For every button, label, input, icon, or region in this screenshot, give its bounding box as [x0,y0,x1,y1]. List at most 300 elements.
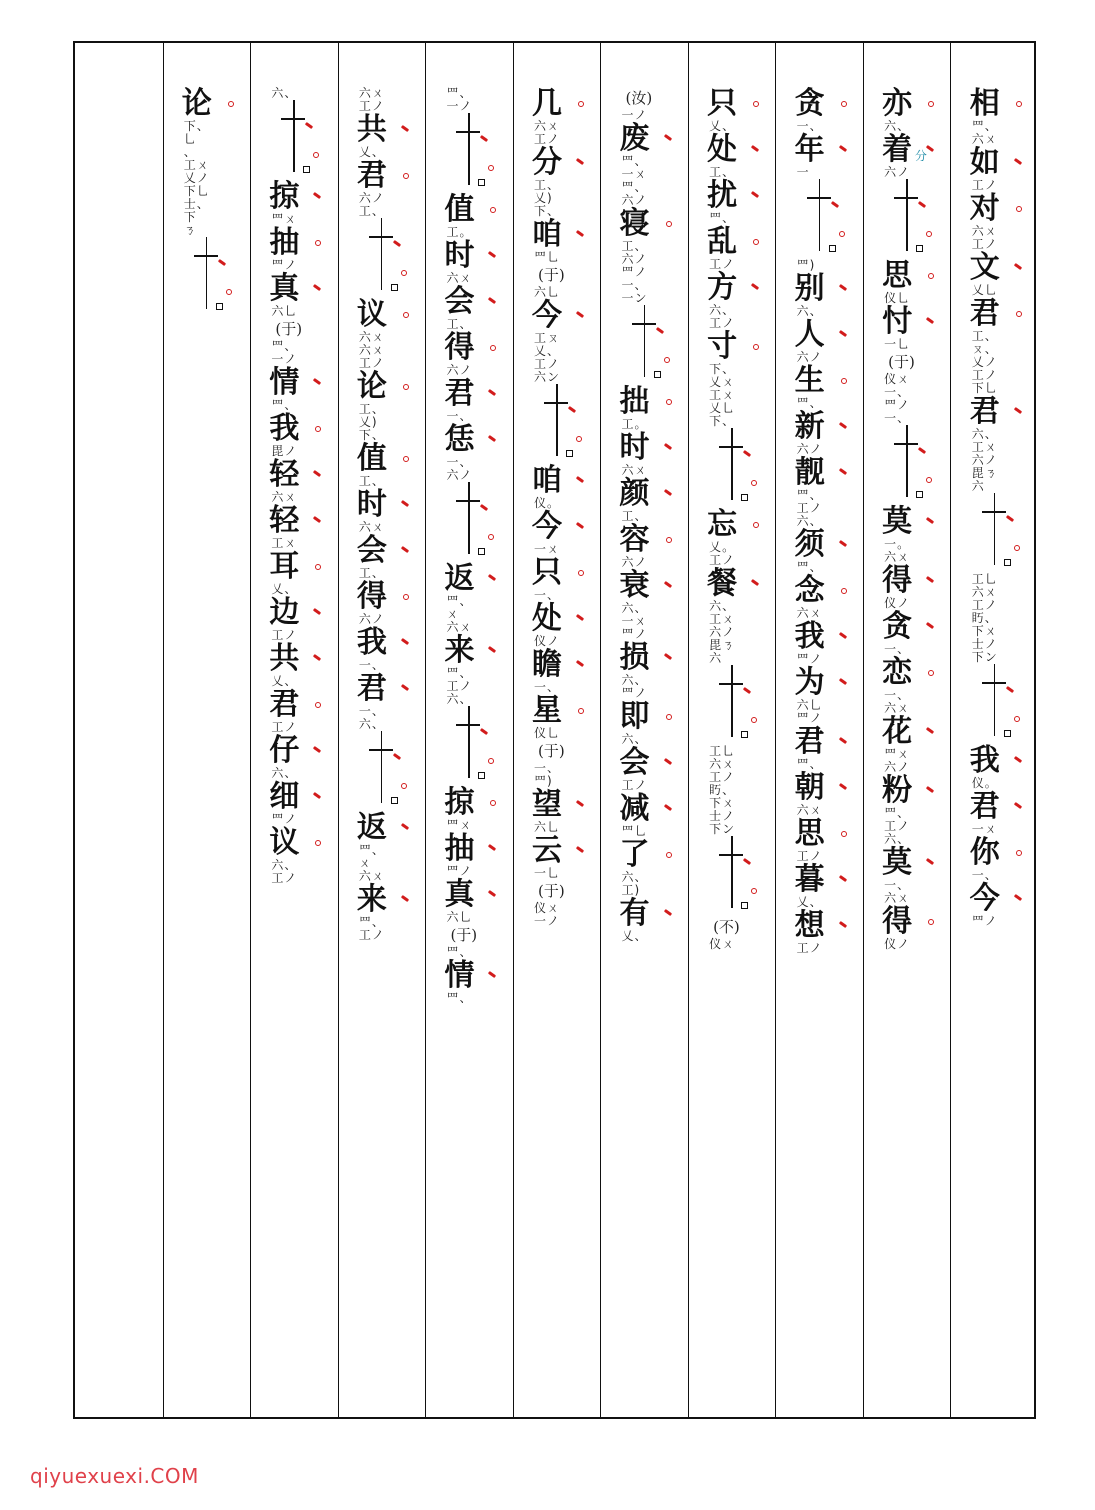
lyric-char: 恁 [444,422,475,457]
lyric-char: 相 [969,86,1000,121]
beat-dot-icon [664,357,670,363]
beat-mark-icon [743,858,751,865]
beat-dot-icon [488,758,494,764]
lyric-char: 忖 [882,304,913,339]
padding-syllable: (于) [537,742,565,760]
beat-mark-icon [1016,850,1022,856]
notation-entry [349,811,415,857]
annotation-label: 分 [914,149,927,163]
notation-entry [349,929,415,942]
lyric-char: 寸 [707,329,738,364]
beat-mark-icon [928,273,934,279]
notation-entry [261,458,327,504]
notation-entry [787,364,853,410]
beat-mark-icon [313,192,321,199]
padding-syllable: (于) [275,320,303,338]
notation-entry [436,693,502,706]
notation-entry [436,285,502,331]
notation-entry [699,836,765,916]
gongche-note: 六、 [621,870,648,884]
lyric-char: 贪 [794,86,825,121]
lyric-char: 拙 [619,384,650,419]
beat-mark-icon [490,800,496,806]
gongche-note: 仪ノ [884,596,911,610]
beat-mark-icon [401,823,409,830]
notation-entry [261,366,327,412]
gongche-note: 下、 [709,362,736,376]
notation-entry [524,87,590,133]
beat-mark-icon [753,239,759,245]
gongche-note: 工ㄨ [709,612,736,626]
notation-entry [874,610,940,656]
lyric-char: 抽 [444,831,475,866]
lyric-char: 今 [969,881,1000,916]
notation-entry [261,180,327,226]
beat-mark-icon [488,844,496,851]
gongche-note: 罒ノ [796,711,823,725]
beat-mark-icon [218,259,226,266]
beat-mark-icon [488,890,496,897]
gongche-note: 工ノ [533,357,560,371]
gongche-note: 工ㄨ [709,388,736,402]
notation-entry [524,648,590,694]
beat-mark-icon [576,230,584,237]
notation-entry [962,192,1028,238]
lyric-char: 即 [619,699,650,734]
gongche-note: 六 [971,479,985,493]
gongche-note: 六ノ [796,442,823,456]
notation-entry [962,87,1028,133]
notation-entry [874,715,940,761]
beat-mark-icon [313,792,321,799]
notation-entry [524,464,590,510]
gongche-note: 罒、 [446,945,473,959]
gongche-note: 下ン [971,650,998,664]
padding-syllable: (汝) [625,89,653,107]
notation-entry [524,880,590,902]
gongche-note: 罒) [533,774,553,788]
notation-entry [787,528,853,574]
notation-entry [874,846,940,892]
gongche-note: 罒、 [971,119,998,133]
lyric-char: 瞻 [531,647,562,682]
notation-column [513,43,601,1417]
beat-mark-icon [313,654,321,661]
beat-mark-icon [403,312,409,318]
beat-mark-icon [841,831,847,837]
notation-entry [874,564,940,610]
notation-entry [436,878,502,924]
gongche-note: 工ノ [271,871,298,885]
notation-entry [699,938,765,951]
lyric-char: 星 [531,693,562,728]
gongche-note: 六ノ [446,363,473,377]
lyric-char: 朝 [794,770,825,805]
gongche-note: 䀎、 [971,611,998,625]
notation-column [163,43,251,1417]
gongche-note: 工ㄡ [533,331,560,345]
held-beat-glyph-icon [795,179,861,259]
lyric-char: 时 [619,430,650,465]
notation-entry [612,477,678,523]
beat-mark-icon [663,909,671,916]
notation-entry [174,237,240,317]
notation-entry [699,665,765,745]
gongche-note: 六ノ [446,468,473,482]
beat-dot-icon [926,477,932,483]
gongche-note: 一、 [358,658,385,672]
gongche-note: 工ノ [884,819,911,833]
notation-entry [787,179,853,259]
beat-mark-icon [315,702,321,708]
gongche-note: 罒ㄨ [884,747,911,761]
gongche-note: 罒ㄨ [271,212,298,226]
gongche-note: 六ㄨ [884,550,911,564]
gongche-note: 六ノ [884,165,911,179]
gongche-note: 罒ノ [621,265,648,279]
beat-mark-icon [838,284,846,291]
notation-entry [174,224,240,237]
beat-mark-icon [663,134,671,141]
held-beat-glyph-icon [970,664,1036,744]
lyric-char: 今 [531,509,562,544]
beat-mark-icon [753,344,759,350]
gongche-note: 一、 [884,878,911,892]
gongche-note: 六ㄨ [358,869,385,883]
lyric-char: 轻 [269,503,300,538]
gongche-note: ㄡ、 [971,342,998,356]
held-beat-glyph-icon [707,836,773,916]
held-beat-glyph-icon [620,305,686,385]
gongche-note: 工、 [358,204,385,218]
gongche-note: 一、 [533,761,560,775]
beat-mark-icon [753,522,759,528]
gongche-note: 罒ノ [621,627,648,641]
gongche-note: 仪ノ [533,634,560,648]
gongche-note: 乂、 [621,929,648,943]
notation-entry [436,100,502,113]
lyric-char: 值 [444,192,475,227]
notation-entry [349,488,415,534]
notation-entry [261,826,327,872]
gongche-note: 一ㄨ [533,542,560,556]
lyric-char: 共 [269,641,300,676]
gongche-note: 乂、 [271,674,298,688]
notation-entry [874,905,940,951]
lyric-char: 几 [531,86,562,121]
gongche-note: 士、 [183,197,210,211]
gongche-note: 六、 [271,86,298,100]
lyric-char: 得 [882,563,913,598]
gongche-note: 工乚 [971,572,998,586]
notation-entry [612,838,678,884]
gongche-note: 工ノ [971,368,998,382]
beat-mark-icon [926,786,934,793]
lyric-char: 真 [269,271,300,306]
gongche-note: 六 [709,651,723,665]
lyric-char: 你 [969,835,1000,870]
gongche-note: 工ノ [709,316,736,330]
gongche-note: 乂乚 [971,283,998,297]
notation-entry [787,133,853,179]
gongche-note: 六ノ [971,453,998,467]
beat-mark-icon [838,330,846,337]
beat-dot-icon [313,152,319,158]
beat-mark-icon [838,783,846,790]
gongche-note: 工ノ [358,356,385,370]
beat-mark-icon [403,594,409,600]
gongche-note: 罒ノ [796,652,823,666]
beat-mark-icon [926,858,934,865]
notation-entry [349,298,415,344]
beat-mark-icon [838,632,846,639]
beat-mark-icon [401,500,409,507]
gongche-note: 六乚 [446,910,473,924]
lyric-char: 情 [444,958,475,993]
notation-entry [524,834,590,880]
lyric-char: 掠 [269,179,300,214]
beat-mark-icon [488,251,496,258]
notation-entry [436,239,502,285]
gongche-note: 工ノ [709,553,736,567]
lyric-char: 会 [444,284,475,319]
notation-entry [699,652,765,665]
notation-entry [612,569,678,615]
gongche-note: 罒、 [271,339,298,353]
notation-entry [787,574,853,620]
gongche-note: 工、 [358,402,385,416]
notation-entry [261,226,327,272]
notation-entry [962,664,1028,744]
gongche-note: 六ㄨ [358,86,385,100]
held-beat-glyph-icon [357,218,423,298]
notation-entry [524,218,590,264]
gongche-note: 一ノ [271,352,298,366]
notation-entry [787,863,853,909]
held-beat-glyph-icon [444,482,510,562]
beat-mark-icon [578,101,584,107]
beat-mark-icon [490,345,496,351]
notation-entry [874,351,940,373]
notation-entry [699,567,765,613]
gongche-note: 乂、 [358,145,385,159]
gongche-note: 六、 [621,732,648,746]
notation-entry [349,883,415,929]
gongche-note: 一ノ [446,99,473,113]
notation-entry [962,395,1028,441]
gongche-note: 六ノ [621,193,648,207]
beat-mark-icon [315,564,321,570]
notation-entry [349,626,415,672]
beat-mark-icon [926,517,934,524]
notation-entry [699,508,765,554]
gongche-note: 仪乚 [884,291,911,305]
gongche-note: 六ㄨ [533,119,560,133]
gongche-note: 毘ノ [271,444,298,458]
beat-mark-icon [666,852,672,858]
lyric-char: 今 [531,298,562,333]
gongche-note: 、 [183,145,197,159]
notation-entry [436,924,502,946]
beat-mark-icon [666,399,672,405]
gongche-note: 罒ㄨ [446,818,473,832]
notation-entry [612,792,678,838]
gongche-note: 罒、 [796,560,823,574]
beat-mark-icon [576,522,584,529]
lyric-char: 餐 [707,566,738,601]
beat-mark-icon [1014,263,1022,270]
watermark: qiyuexuexi.COM [30,1464,199,1488]
gongche-note: 罒ノ [271,812,298,826]
gongche-note: 罒ノ [446,864,473,878]
gongche-note: 六ン [533,370,560,384]
notation-entry [524,371,590,384]
beat-mark-icon [1014,802,1022,809]
gongche-note: 六、 [446,692,473,706]
gongche-note: 工、 [709,165,736,179]
notation-entry [261,688,327,734]
lyric-char: 颜 [619,476,650,511]
beat-mark-icon [663,489,671,496]
lyric-char: 得 [444,330,475,365]
notation-sheet [73,41,1036,1419]
beat-mark-icon [926,622,934,629]
notation-entry [261,596,327,642]
gongche-note: 毘ㄋ [709,638,736,652]
gongche-note: 六ㄨ [971,585,998,599]
notation-entry [962,493,1028,573]
gongche-note: 六ㄨ [446,620,473,634]
beat-mark-icon [838,737,846,744]
beat-mark-icon [838,468,846,475]
gongche-note: 乂乚 [709,401,736,415]
gongche-note: 乂ノ [971,355,998,369]
lyric-char: 边 [269,595,300,630]
notation-entry [524,915,590,928]
notation-entry [612,305,678,385]
notation-entry [524,602,590,648]
beat-mark-icon [751,191,759,198]
notation-entry [962,251,1028,297]
gongche-note: 六ノ [709,625,736,639]
gongche-note: 一ン [621,291,648,305]
gongche-note: 一、 [358,704,385,718]
notation-entry [874,505,940,551]
beat-dot-icon [401,783,407,789]
beat-mark-icon [401,895,409,902]
notation-entry [261,87,327,100]
lyric-char: 废 [619,121,650,156]
lyric-char: 仔 [269,733,300,768]
held-beat-glyph-icon [970,493,1036,573]
gongche-note: 六ㄨ [358,330,385,344]
gongche-note: 罒、 [621,180,648,194]
notation-entry [524,556,590,602]
lyric-char: 暮 [794,862,825,897]
gongche-note: 仪ノ [884,937,911,951]
beat-mark-icon [663,653,671,660]
notation-column [950,43,1038,1417]
beat-mark-icon [663,443,671,450]
gongche-note: 工ノ [796,849,823,863]
lyric-char: 莫 [882,504,913,539]
lyric-char: 损 [619,640,650,675]
gongche-note: 六ノ [621,252,648,266]
notation-entry [436,113,502,193]
notation-entry [787,87,853,133]
beat-mark-icon [918,201,926,208]
beat-dot-icon [226,289,232,295]
padding-syllable: (于) [537,266,565,284]
gongche-note: 乂。 [709,540,736,554]
gongche-note: 六、 [271,766,298,780]
beat-dot-icon [488,165,494,171]
gongche-note: 一、 [884,642,911,656]
beat-mark-icon [1016,101,1022,107]
gongche-note: 一。 [884,537,911,551]
notation-entry [699,428,765,508]
notation-column [863,43,951,1417]
lyric-char: 掠 [444,785,475,820]
gongche-note: 六、 [271,858,298,872]
gongche-note: 一、 [533,680,560,694]
notation-entry [349,370,415,416]
gongche-note: 工ノ [971,237,998,251]
lyric-char: 莫 [882,845,913,880]
gongche-note: 下 [183,210,197,224]
gongche-note: 乂、 [271,582,298,596]
gongche-note: 工ノ [796,501,823,515]
lyric-char: 真 [444,877,475,912]
gongche-note: 一 [796,165,810,179]
gongche-note: 六ㄨ [358,520,385,534]
gongche-note: 仪ㄨ [533,901,560,915]
gongche-note: 六ㄨ [446,271,473,285]
gongche-note: 一乚 [884,337,911,351]
gongche-note: 六、 [621,601,648,615]
gongche-note: 工ㄨ [971,440,998,454]
gongche-note: 六、 [884,119,911,133]
gongche-note: 乂ㄨ [709,375,736,389]
beat-mark-icon [313,378,321,385]
gongche-note: 工乚 [709,744,736,758]
notation-entry [874,259,940,305]
lyric-char: 共 [356,112,387,147]
notation-entry [524,146,590,192]
notation-entry [261,504,327,550]
notation-entry [962,651,1028,664]
beat-dot-icon [1014,545,1020,551]
beat-mark-icon [663,804,671,811]
gongche-note: 仪乚 [533,726,560,740]
gongche-note: 一、 [621,278,648,292]
beat-mark-icon [743,450,751,457]
gongche-note: 罒ノ [271,258,298,272]
gongche-note: 下、 [709,414,736,428]
lyric-char: 处 [707,132,738,167]
lyric-char: 时 [356,487,387,522]
lyric-char: 我 [969,743,1000,778]
beat-mark-icon [663,758,671,765]
lyric-char: 分 [531,145,562,180]
gongche-note: 罒、 [446,86,473,100]
notation-entry [436,377,502,423]
notation-entry [349,218,415,298]
gongche-note: 工ノ [446,679,473,693]
gongche-note: 工ノ [271,720,298,734]
gongche-note: 六ノ [621,555,648,569]
gongche-note: 工ノ [358,928,385,942]
